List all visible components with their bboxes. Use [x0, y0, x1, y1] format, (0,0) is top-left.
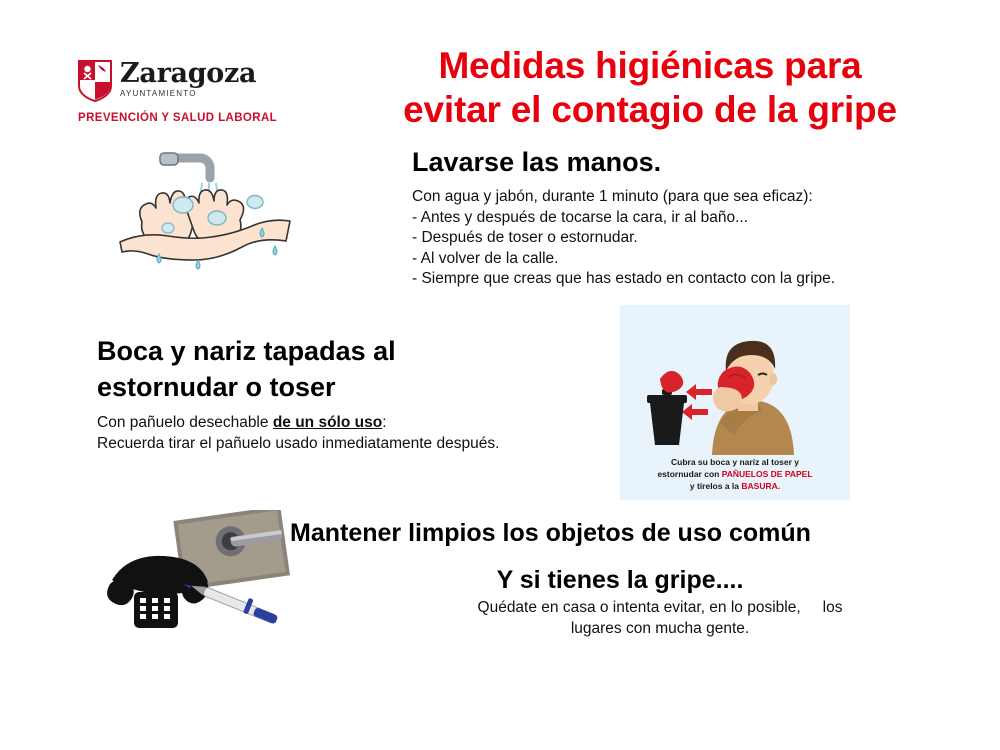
caption-line2 [620, 468, 850, 480]
section-cover-mouth [97, 333, 607, 454]
sneeze-into-tissue-illustration [620, 305, 850, 500]
cover-mouth-line1-c: : [382, 414, 387, 431]
section-wash-hands-heading: Lavarse las manos. [412, 147, 662, 177]
caption-line3-b: BASURA. [741, 481, 781, 491]
section-wash-hands [412, 146, 982, 290]
if-flu-line1-b: los [822, 599, 843, 616]
section-clean-objects-heading: Mantener limpios los objetos de uso común [290, 519, 811, 547]
section-if-flu-body [420, 598, 900, 639]
washing-hands-illustration [112, 150, 327, 285]
page-title-line2: evitar el contagio de la gripe [403, 89, 897, 130]
page-title [330, 44, 970, 132]
section-if-flu-heading: Y si tienes la gripe.... [496, 566, 744, 594]
telephone-doorhandle-pen-illustration [100, 510, 310, 650]
section-wash-hands-body [412, 187, 982, 290]
wash-hands-bullet: - Antes y después de tocarse la cara, ir al baño... [412, 208, 749, 226]
logo-tagline: PREVENCIÓN Y SALUD LABORAL [78, 112, 278, 124]
wash-hands-bullet: - Después de toser o estornudar. [412, 229, 638, 246]
caption-line2-a: estornudar con [657, 469, 722, 479]
section-cover-mouth-heading-line1: Boca y nariz tapadas al [97, 336, 396, 366]
section-cover-mouth-body [97, 413, 607, 454]
sneeze-illustration-caption [620, 456, 850, 492]
caption-line1: Cubra su boca y nariz al toser y [670, 457, 799, 467]
zaragoza-logo [78, 60, 328, 124]
if-flu-line1 [420, 598, 900, 619]
logo-subtitle: AYUNTAMIENTO [120, 89, 197, 98]
wash-hands-bullet: - Al volver de la calle. [412, 249, 559, 267]
logo-row [78, 60, 328, 102]
cover-mouth-line1-emphasis: de un sólo uso [272, 414, 383, 431]
if-flu-line1-a: Quédate en casa o intenta evitar, en lo posible, [477, 599, 801, 616]
section-cover-mouth-heading-line2: estornudar o toser [97, 372, 336, 402]
cover-mouth-line2: Recuerda tirar el pañuelo usado inmediatamente después. [97, 434, 500, 452]
cover-mouth-line1 [97, 413, 607, 434]
cover-mouth-line1-a: Con pañuelo desechable [97, 414, 273, 431]
logo-city-name: Zaragoza [120, 58, 257, 89]
if-flu-line2: lugares con mucha gente. [570, 619, 750, 637]
logo-text-block [120, 60, 256, 98]
caption-line2-b: PAÑUELOS DE PAPEL [721, 469, 813, 479]
caption-line3 [620, 480, 850, 492]
page-title-line1: Medidas higiénicas para [438, 45, 862, 86]
wash-hands-bullet: - Siempre que creas que has estado en contacto con la gripe. [412, 270, 836, 287]
heraldic-shield-icon [78, 60, 112, 102]
caption-line3-a: y tírelos a la [689, 481, 742, 491]
wash-hands-intro: Con agua y jabón, durante 1 minuto (para que sea eficaz): [412, 188, 813, 205]
